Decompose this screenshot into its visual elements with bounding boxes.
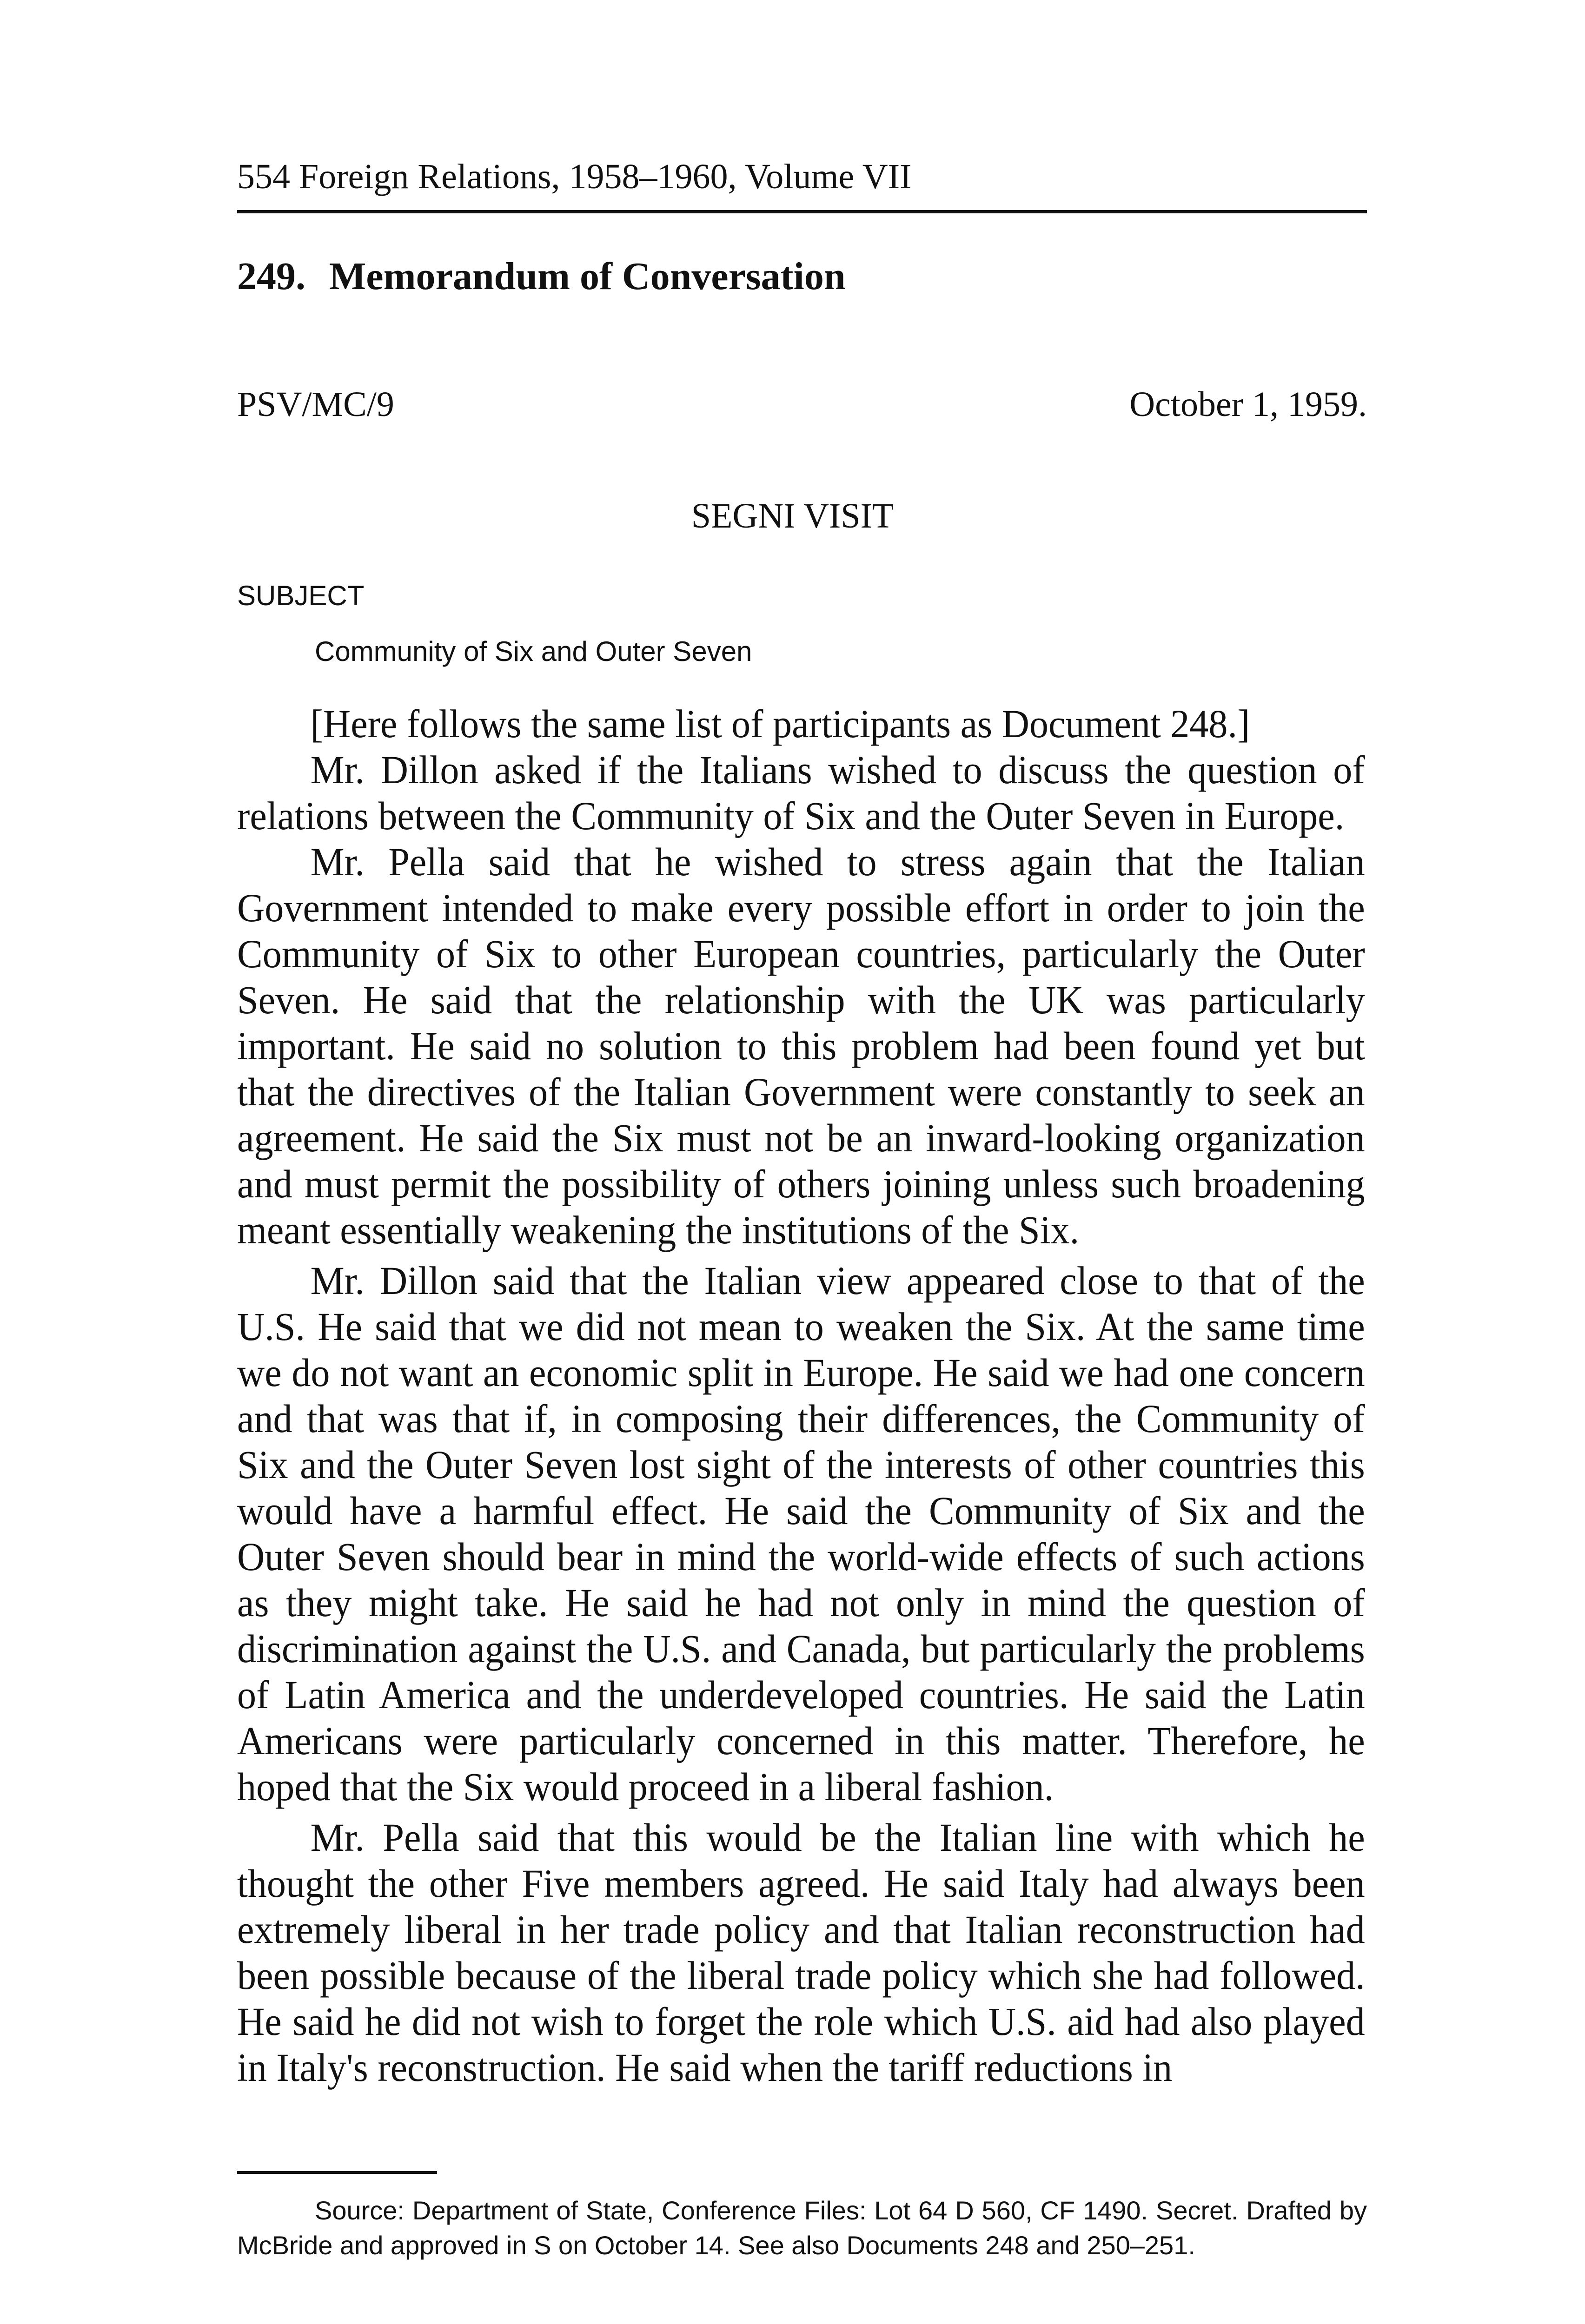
visit-heading: SEGNI VISIT (691, 496, 894, 535)
document-number: 249. (237, 255, 305, 298)
footnote-rule (237, 2171, 437, 2174)
paragraph: Mr. Dillon said that the Italian view appeared close to that of the U.S. He said that we did not mean to weaken the Six. At the same time we do not want an economic split in Europe. He said we had one concern and that was that if, in composing their differences, the Community of Six and the Outer Seven lost sight of the interests of other countries this would have a harmful effect. He said the Community of Six and the Outer Seven should bear in mind the world-wide effects of such actions as they might take. He said he had not only in mind the question of discrimination against the U.S. and Canada, but particularly the problems of Latin America and the underdeveloped countries. He said the Latin Americans were particularly concerned in this matter. Therefore, he hoped that the Six would proceed in a liberal fashion. (237, 1258, 1365, 1809)
paragraph: [Here follows the same list of participants as Document 248.] (310, 701, 1250, 746)
paragraph: Mr. Pella said that this would be the Italian line with which he thought the other Five members agreed. He said Italy had always been extremely liberal in her trade policy and that Italian reconstruction had been possible because of the liberal trade policy which she had followed. He said he did not wish to forget the role which U.S. aid had also played in Italy's reconstruction. He said when the tariff reductions in (237, 1815, 1365, 2090)
subject-label: SUBJECT (237, 580, 365, 611)
body-text (237, 701, 1365, 2091)
document-id: PSV/MC/9 (237, 385, 394, 424)
document-title: Memorandum of Conversation (329, 255, 846, 298)
header-rule (237, 210, 1367, 213)
document-heading (237, 251, 846, 302)
running-head: 554 Foreign Relations, 1958–1960, Volume VII (237, 157, 912, 196)
paragraph: Mr. Dillon asked if the Italians wished to discuss the question of relations between the Community of Six and the Outer Seven in Europe. (237, 747, 1365, 838)
source-footnote: Source: Department of State, Conference Files: Lot 64 D 560, CF 1490. Secret. Drafted by McBride and approved in S on October 14. See also Documents 248 and 250–251. (237, 2196, 1367, 2260)
document-date: October 1, 1959. (1129, 385, 1367, 424)
subject-value: Community of Six and Outer Seven (315, 636, 752, 667)
paragraph: Mr. Pella said that he wished to stress again that the Italian Government intended to make every possible effort in order to join the Community of Six to other European countries, particularly the Outer Seven. He said that the relationship with the UK was particularly important. He said no solution to this problem had been found yet but that the directives of the Italian Government were constantly to seek an agreement. He said the Six must not be an inward-looking organization and must permit the possibility of others joining unless such broadening meant essentially weakening the institutions of the Six. (237, 839, 1365, 1252)
